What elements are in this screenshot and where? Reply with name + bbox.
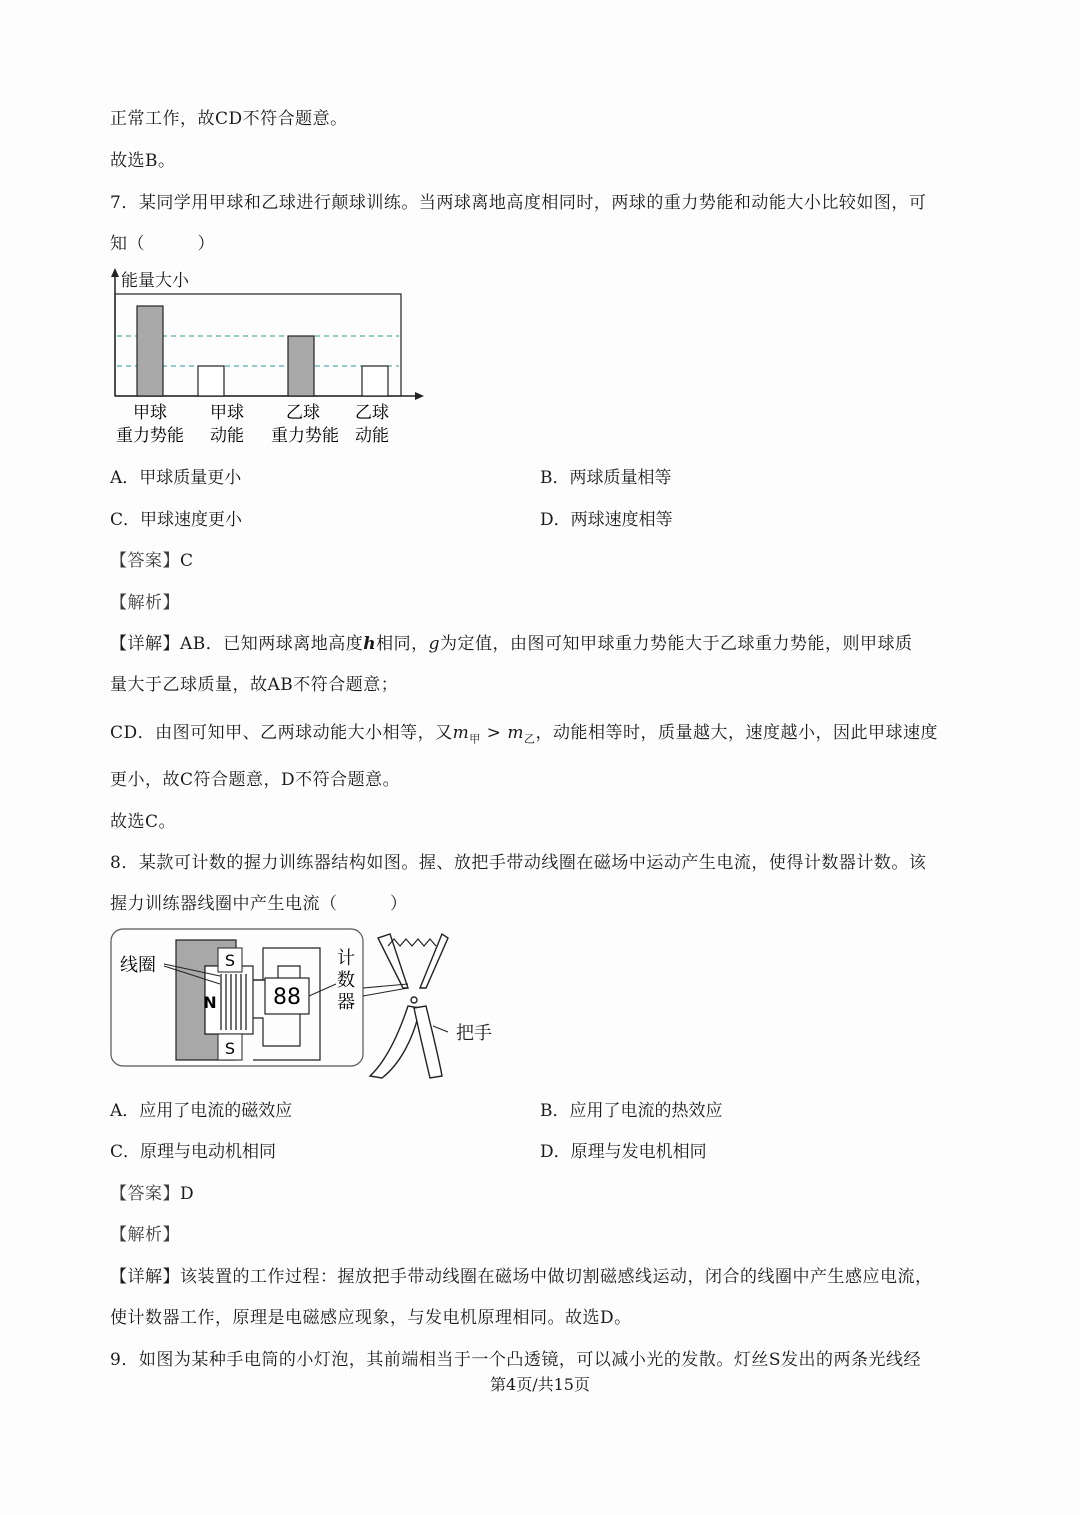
page-footer: 第4页/共15页 <box>490 1375 590 1394</box>
category-label: 动能 <box>210 426 244 446</box>
detail-line <box>110 718 938 746</box>
choose-line: 故选C。 <box>110 812 177 832</box>
energy-bar-chart <box>100 262 440 452</box>
question-9-stem: 9．如图为某种手电筒的小灯泡，其前端相当于一个凸透镜，可以减小光的发散。灯丝S发出的两条光线经 <box>110 1350 921 1370</box>
var-h: h <box>363 634 377 654</box>
link-wire <box>363 988 408 996</box>
x-axis-arrow <box>415 392 424 400</box>
category-label: 动能 <box>355 426 389 446</box>
analysis-tag: 【解析】 <box>110 1225 180 1245</box>
category-label: 甲球 <box>133 403 167 423</box>
grip-handle <box>370 934 448 1078</box>
var-m: m <box>507 723 524 743</box>
option-b[interactable]: B．两球质量相等 <box>540 468 672 488</box>
subscript-jia: 甲 <box>469 732 481 746</box>
answer-line <box>110 546 194 571</box>
bar-jia-kinetic <box>198 366 224 396</box>
handle-label: 把手 <box>456 1023 492 1044</box>
question-7-stem: 7．某同学用甲球和乙球进行颠球训练。当两球离地高度相同时，两球的重力势能和动能大小比较如图，可 <box>110 193 927 213</box>
option-c[interactable]: C．原理与电动机相同 <box>110 1142 277 1162</box>
pole-s-top-label: S <box>224 951 236 970</box>
detail-text: 为定值，由图可知甲球重力势能大于乙球重力势能，则甲球质 <box>440 634 913 654</box>
grip-trainer-figure <box>108 926 453 1082</box>
category-label: 甲球 <box>210 403 244 423</box>
greater-than: > <box>480 723 508 743</box>
subscript-yi: 乙 <box>523 732 536 746</box>
category-label: 重力势能 <box>116 426 184 446</box>
detail-line: 使计数器工作，原理是电磁感应现象，与发电机原理相同。故选D。 <box>110 1308 632 1328</box>
var-m: m <box>452 723 470 743</box>
detail-text: ，动能相等时，质量越大，速度越小，因此甲球速度 <box>535 723 938 743</box>
answer-line <box>110 1179 194 1204</box>
option-a[interactable]: A．甲球质量更小 <box>110 468 242 488</box>
category-label: 重力势能 <box>271 426 339 446</box>
bar-yi-kinetic <box>362 366 388 396</box>
y-axis-arrow <box>111 268 119 277</box>
y-axis-label: 能量大小 <box>121 271 189 291</box>
counter-label: 数 <box>337 970 355 991</box>
category-label: 乙球 <box>355 403 389 423</box>
spring <box>388 939 436 946</box>
counter-digits: 88 <box>273 985 301 1010</box>
detail-line <box>110 1262 933 1287</box>
detail-line: 量大于乙球质量，故AB不符合题意； <box>110 675 399 695</box>
answer-tag: 【答案】 <box>110 1184 180 1204</box>
handle-leader <box>433 1026 448 1032</box>
coil-label: 线圈 <box>120 955 156 976</box>
detail-line: 更小，故C符合题意，D不符合题意。 <box>110 770 401 790</box>
detail-text: 该装置的工作过程：握放把手带动线圈在磁场中做切割磁感线运动，闭合的线圈中产生感应电流， <box>180 1267 933 1287</box>
option-c[interactable]: C．甲球速度更小 <box>110 510 243 530</box>
answer-tag: 【答案】 <box>110 551 180 571</box>
analysis-tag: 【解析】 <box>110 593 180 613</box>
option-d[interactable]: D．原理与发电机相同 <box>540 1142 707 1162</box>
detail-tag: 【详解】 <box>110 634 180 654</box>
detail-tag: 【详解】 <box>110 1267 180 1287</box>
question-7-stem-cont: 知（ ） <box>110 234 215 254</box>
pole-s-bottom-label: S <box>224 1039 236 1058</box>
text-line: 正常工作，故CD不符合题意。 <box>110 109 348 129</box>
option-b[interactable]: B．应用了电流的热效应 <box>540 1101 723 1121</box>
question-8-stem: 8．某款可计数的握力训练器结构如图。握、放把手带动线圈在磁场中运动产生电流，使得计数器计数。该 <box>110 853 927 873</box>
detail-text: 相同， <box>376 634 429 654</box>
detail-line <box>110 629 913 654</box>
counter-label: 器 <box>337 992 355 1013</box>
answer-value: D <box>180 1184 195 1204</box>
bar-jia-potential <box>137 306 163 396</box>
detail-text: CD．由图可知甲、乙两球动能大小相等，又 <box>110 723 453 743</box>
detail-text: AB．已知两球离地高度 <box>180 634 364 654</box>
bar-yi-potential <box>288 336 314 396</box>
question-8-stem-cont: 握力训练器线圈中产生电流（ ） <box>110 894 408 914</box>
counter-leader <box>309 984 336 996</box>
answer-value: C <box>180 551 194 571</box>
counter-label: 计 <box>337 948 355 969</box>
var-g: g <box>428 634 441 654</box>
option-a[interactable]: A．应用了电流的磁效应 <box>110 1101 293 1121</box>
pole-n-label: N <box>203 993 217 1012</box>
text-line: 故选B。 <box>110 151 176 171</box>
category-label: 乙球 <box>286 403 320 423</box>
option-d[interactable]: D．两球速度相等 <box>540 510 673 530</box>
